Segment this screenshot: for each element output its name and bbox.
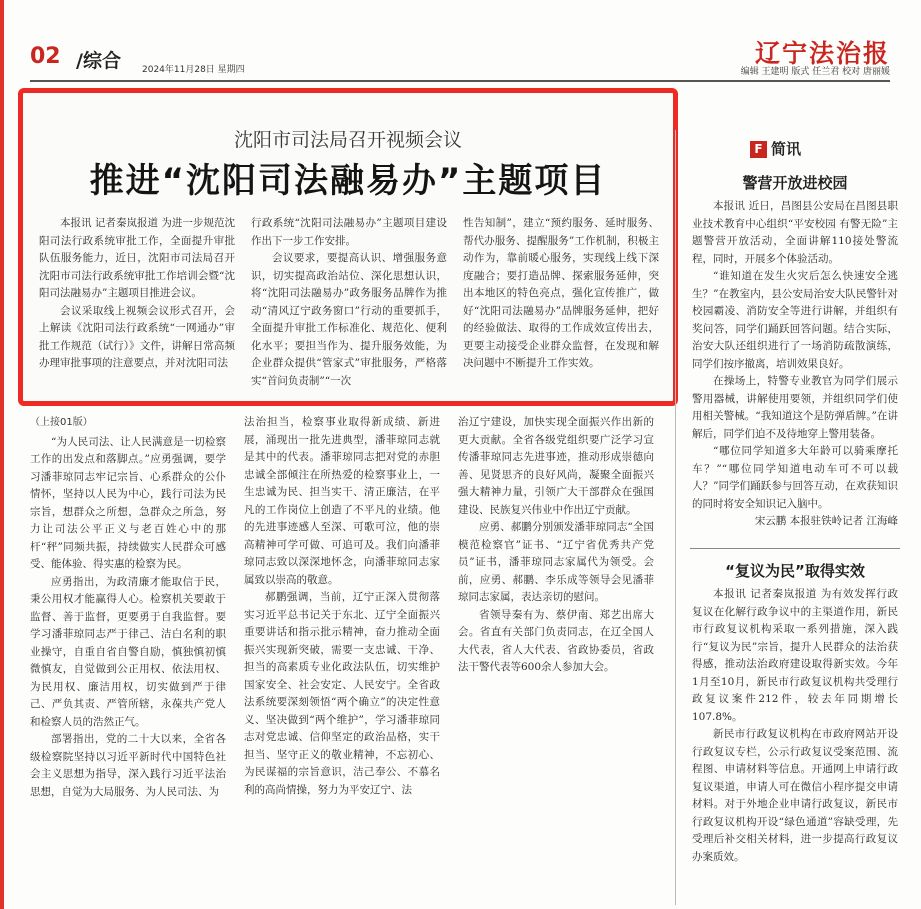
- briefs-label: [750, 138, 801, 158]
- paragraph: 性告知制”，建立“预约服务、延时服务、帮代办服务、提醒服务”工作机制，积极主动作为，靠前暖心服务，实现线上线下深度融合；要打造品牌、探索服务延伸，突出本地区的特色亮点，强化宣传推广，做好“沈阳司法融易办”品牌服务延伸，把好的经验做法、取得的工作成效宣传出去，更要主动接受企业群众监督，在发现和解决问题中不断提升工作实效。: [463, 217, 659, 369]
- lead-column-1: [39, 215, 235, 373]
- paper-logo: 辽宁法治报: [754, 39, 890, 68]
- masthead: [30, 40, 890, 76]
- paragraph: 应勇、郝鹏分别颁发潘菲琼同志“全国模范检察官”证书、“辽宁省优秀共产党员”证书，潘菲琼同志家属代为领受。会前，应勇、郝鹏、李乐成等领导会见潘菲琼同志家属，表达亲切的慰问。: [458, 521, 654, 603]
- paragraph: 应勇指出，为政清廉才能取信于民，秉公用权才能赢得人心。检察机关要敢于监督、善于监督，更要勇于自我监督。要学习潘菲琼同志严于律己、洁白名利的职业操守，自重自省自警自励，慎独慎初慎微慎友，自觉做到公正用权、依法用权、为民用权、廉洁用权，切实做到严于律己、严负其责、严管所辖，永葆共产党人和检察人员的浩然正气。: [30, 575, 226, 728]
- body-column-1: [30, 414, 226, 801]
- paragraph: “谁知道在发生火灾后怎么快速安全逃生？”在教室内，县公安局治安大队民警针对校园霸凌、消防安全等进行讲解，并组织有奖问答，同学们踊跃回答问题。结合实际，治安大队还组织进行了一场消防疏散演练，同学们按序撤离，培训效果良好。: [692, 270, 898, 370]
- brief-title-2: “复议为民”取得实效: [725, 562, 865, 580]
- paragraph: 本报讯 近日，昌图县公安局在昌图县职业技术教育中心组织“平安校园 有警无险”主题警营开放活动，全面讲解110接处警流程，同时，开展多个体验活动。: [692, 200, 898, 265]
- brief-body-2: [692, 586, 898, 866]
- issue-date: 2024年11月28日 星期四: [142, 65, 245, 75]
- briefs-label-text: 简讯: [771, 140, 802, 158]
- paragraph: 本报讯 记者秦岚报道 为进一步规范沈阳司法行政系统审批工作，全面提升审批队伍服务能力，近日，沈阳市司法局召开沈阳市司法行政系统审批工作培训会暨“沈阳司法融易办”主题项目推进会议。: [39, 217, 235, 299]
- paragraph: 部署指出，党的二十大以来，全省各级检察院坚持以习近平新时代中国特色社会主义思想为指导，深入践行习近平法治思想，自觉为大局服务、为人民司法、为: [30, 733, 226, 798]
- paragraph: 在操场上，特警专业教官为同学们展示警用器械，讲解使用要领，并组织同学们使用相关警械。“我知道这个是防弹盾牌。”在讲解后，同学们迫不及待地穿上警用装备。: [692, 375, 898, 440]
- brief-divider: [690, 548, 900, 549]
- body-column-2: [244, 414, 440, 799]
- paragraph: 会议要求，要提高认识、增强服务意识，切实提高政治站位、深化思想认识，将“沈阳司法融易办”政务服务品牌作为推动“清风辽宁政务窗口”行动的重要抓手，全面提升审批工作标准化、规范化、便利化水平；要担当作为、提升服务效能，为企业群众提供“管家式”审批服务，严格落实“首问负责制”“一次: [251, 252, 447, 387]
- lead-article-body: [39, 215, 659, 395]
- briefs-badge-icon: F: [750, 141, 767, 158]
- section-name: /综合: [76, 50, 121, 72]
- paragraph: “哪位同学知道多大年龄可以骑乘摩托车？”“哪位同学知道电动车可不可以载人？”同学们踊跃参与回答互动，在欢获知识的同时将安全知识记入脑中。: [692, 445, 898, 510]
- paragraph: 新民市行政复议机构在市政府网站开设行政复议专栏，公示行政复议受案范围、流程图、申请材料等信息。开通网上申请行政复议渠道，申请人可在微信小程序提交申请材料。对于外地企业申请行政复议，新民市行政复议机构开设“绿色通道”容缺受理，先受理后补交相关材料，进一步提高行政复议办案质效。: [692, 728, 898, 863]
- paragraph: 治辽宁建设，加快实现全面振兴作出新的更大贡献。全省各级党组织要广泛学习宣传潘菲琼同志先进事迹，推动形成崇德向善、见贤思齐的良好风尚，凝聚全面振兴强大精神力量，引领广大干部群众在强国建设、民族复兴伟业中作出辽宁贡献。: [458, 416, 654, 516]
- paragraph: 郝鹏强调，当前，辽宁正深入贯彻落实习近平总书记关于东北、辽宁全面振兴重要讲话和指示批示精神，奋力推动全面振兴实现新突破，需要一支忠诚、干净、担当的高素质专业化政法队伍，切实维护国家安全、社会安定、人民安宁。全省政法系统要深刻领悟“两个确立”的决定性意义、坚决做到“两个维护”，学习潘菲琼同志对党忠诚、信仰坚定的政治品格，实干担当、坚守正义的敬业精神，不忘初心、为民谋福的宗旨意识，洁己奉公、不慕名利的高尚情操，努力为平安辽宁、法: [244, 591, 440, 796]
- lead-article-highlight: [18, 88, 678, 406]
- lead-title: 推进“沈阳司法融易办”主题项目: [89, 161, 607, 201]
- body-column-3: [458, 414, 654, 677]
- masthead-rule: [30, 80, 890, 82]
- continued-from-marker: （上接01版）: [30, 417, 93, 428]
- paragraph: 本报讯 记者秦岚报道 为有效发挥行政复议在化解行政争议中的主渠道作用，新民市行政复议机构采取一系列措施，深入践行“复议为民”宗旨，提升人民群众的法治获得感，推动法治政府建设取得新实效。今年1月至10月，新民市行政复议机构共受理行政复议案件212件，较去年同期增长107.8%。: [692, 588, 898, 723]
- brief-title-1: 警营开放进校园: [742, 174, 848, 192]
- lead-column-2: [251, 215, 447, 390]
- paragraph: 行政系统“沈阳司法融易办”主题项目建设作出下一步工作安排。: [251, 217, 447, 247]
- lead-column-3: [463, 215, 659, 373]
- paragraph: “为人民司法、让人民满意是一切检察工作的出发点和落脚点。”应勇强调，要学习潘菲琼同志牢记宗旨、心系群众的公仆情怀，坚持以人民为中心，践行司法为民宗旨，想群众之所想，急群众之所急，努力让司法公平正义与老百姓心中的那杆“秤”同频共振，持续做实人民群众可感受、能体验、得实惠的检察为民。: [30, 435, 226, 570]
- staff-credits: 编辑 王建明 版式 任兰君 校对 唐丽媛: [740, 67, 890, 77]
- continued-article: [30, 414, 660, 904]
- paragraph: 会议采取线上视频会议形式召开，会上解读《沈阳司法行政系统“一网通办”审批工作规范（试行）》文件，讲解日常高频办理审批事项的注意要点，并对沈阳司法: [39, 304, 235, 369]
- paragraph: 法治担当，检察事业取得新成绩、新进展，涌现出一批先进典型，潘菲琼同志就是其中的代表。潘菲琼同志把对党的赤胆忠诚全部倾注在所热爱的检察事业上，一生忠诚为民、担当实干、清正廉洁，在平凡的工作岗位上创造了不平凡的业绩。他的先进事迹感人至深、可歌可泣，他的崇高精神可学可做、可追可及。我们向潘菲琼同志致以深深地怀念，向潘菲琼同志家属致以崇高的敬意。: [244, 416, 440, 586]
- page-number: 02: [30, 44, 61, 69]
- brief-body-1: [692, 198, 898, 531]
- page-edge-rule: [0, 0, 4, 909]
- lead-subtitle: 沈阳市司法局召开视频会议: [233, 129, 462, 151]
- news-briefs-sidebar: [690, 130, 900, 905]
- paragraph: 省领导秦有为、蔡伊南、郑艺出席大会。省直有关部门负责同志，在辽全国人大代表，省人大代表、省政协委员，省政法干警代表等600余人参加大会。: [458, 608, 654, 673]
- sidebar-divider: [675, 130, 676, 905]
- byline: 宋云鹏 本报驻铁岭记者 江海峰: [754, 515, 898, 527]
